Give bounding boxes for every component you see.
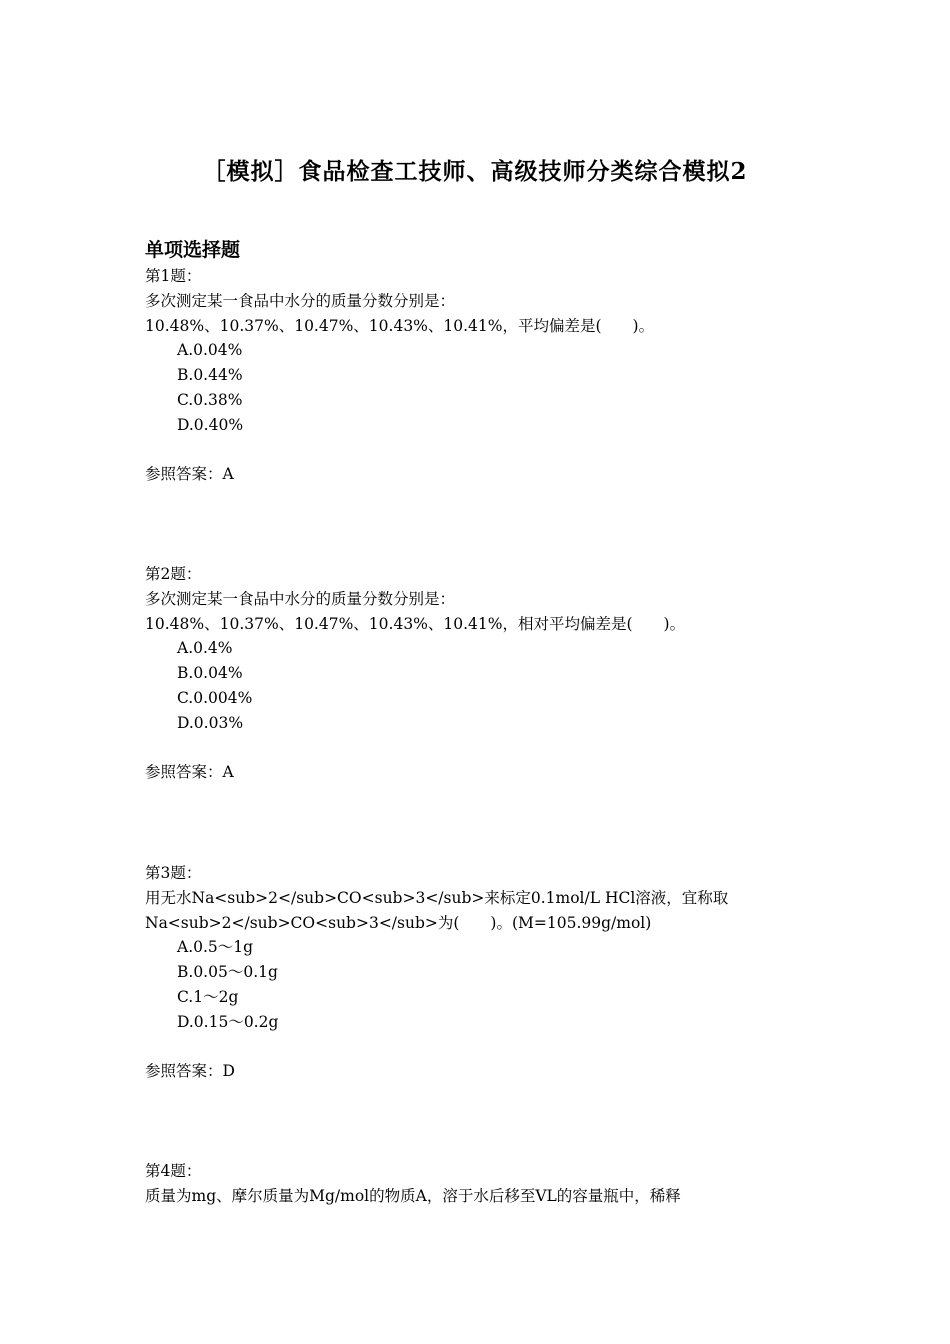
option-c: C.0.38% — [177, 390, 243, 409]
question-stem-line: 用无水Na<sub>2</sub>CO<sub>3</sub>来标定0.1mol/L HCl溶液，宜称取 — [145, 888, 729, 907]
option-c: C.1～2g — [177, 987, 239, 1006]
question-3 — [145, 861, 825, 1084]
option-a: A.0.04% — [177, 341, 243, 360]
reference-answer — [145, 462, 825, 487]
option-b: B.0.44% — [177, 366, 243, 385]
answer-prefix: 参照答案： — [145, 763, 223, 782]
question-stem-line: 质量为mg、摩尔质量为Mg/mol的物质A，溶于水后移至VL的容量瓶中，稀释 — [145, 1186, 681, 1205]
answer-value: A — [222, 465, 234, 484]
answer-prefix: 参照答案： — [145, 1062, 223, 1081]
option-c: C.0.004% — [177, 688, 253, 707]
question-number: 第3题： — [145, 864, 202, 882]
option-d: D.0.40% — [177, 415, 244, 434]
answer-prefix: 参照答案： — [145, 465, 223, 484]
question-2 — [145, 562, 825, 785]
question-number: 第1题： — [145, 267, 202, 285]
question-stem-line: 多次测定某一食品中水分的质量分数分别是： — [145, 291, 456, 310]
document-title: ［模拟］食品检查工技师、高级技师分类综合模拟2 — [202, 158, 748, 185]
question-number: 第2题： — [145, 565, 202, 583]
answer-value: A — [222, 763, 234, 782]
reference-answer — [145, 1059, 825, 1084]
question-stem-line: 10.48%、10.37%、10.47%、10.43%、10.41%，平均偏差是( )。 — [145, 316, 655, 335]
answer-value: D — [222, 1062, 235, 1081]
question-1 — [145, 264, 825, 487]
option-d: D.0.03% — [177, 713, 244, 732]
section-heading: 单项选择题 — [145, 239, 241, 261]
question-stem-line: 10.48%、10.37%、10.47%、10.43%、10.41%，相对平均偏差是( )。 — [145, 614, 686, 633]
question-4 — [145, 1159, 825, 1209]
option-a: A.0.5～1g — [177, 938, 254, 957]
question-stem-line: Na<sub>2</sub>CO<sub>3</sub>为( )。(M=105.99g/mol) — [145, 913, 652, 932]
reference-answer — [145, 760, 825, 785]
question-stem-line: 多次测定某一食品中水分的质量分数分别是： — [145, 589, 456, 608]
option-a: A.0.4% — [177, 639, 233, 658]
option-b: B.0.04% — [177, 664, 243, 683]
question-number: 第4题： — [145, 1162, 202, 1180]
option-b: B.0.05～0.1g — [177, 963, 278, 982]
option-d: D.0.15～0.2g — [177, 1012, 279, 1031]
